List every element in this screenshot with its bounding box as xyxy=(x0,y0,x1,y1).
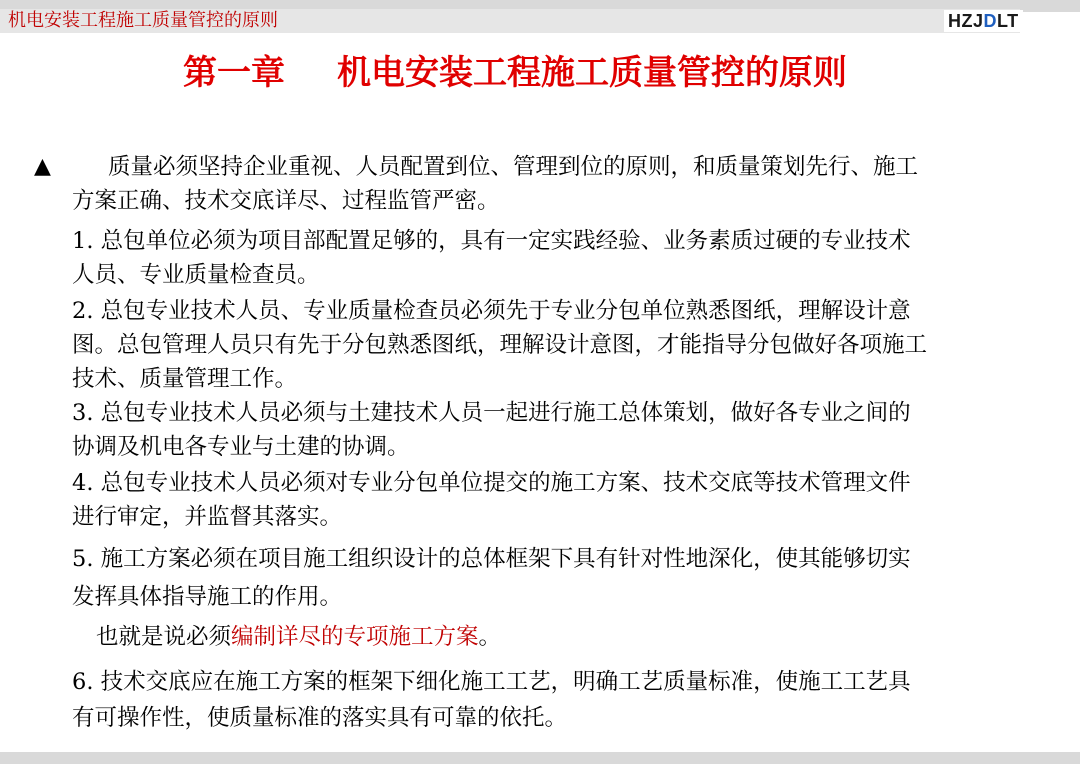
item-6-line-1: 6. 技术交底应在施工方案的框架下细化施工工艺，明确工艺质量标准，使施工工艺具 xyxy=(72,669,911,695)
item-4-line-1: 4. 总包专业技术人员必须对专业分包单位提交的施工方案、技术交底等技术管理文件 xyxy=(72,470,911,496)
item-6 xyxy=(72,664,1040,736)
note-emphasis: 编制详尽的专项施工方案 xyxy=(231,624,479,650)
item-6-line-2: 有可操作性，使质量标准的落实具有可靠的依托。 xyxy=(72,705,568,731)
header-title: 机电安装工程施工质量管控的原则 xyxy=(8,10,278,31)
item-4 xyxy=(72,466,1040,534)
note-suffix: 。 xyxy=(478,624,502,650)
triangle-bullet-icon: ▲ xyxy=(34,154,51,179)
logo-text-d: D xyxy=(983,11,998,31)
item-2 xyxy=(72,294,1040,396)
item-2-line-1: 2. 总包专业技术人员、专业质量检查员必须先于专业分包单位熟悉图纸，理解设计意 xyxy=(72,298,911,324)
item-1-line-2: 人员、专业质量检查员。 xyxy=(72,262,320,288)
intro-line-2: 方案正确、技术交底详尽、过程监管严密。 xyxy=(72,188,500,214)
item-3 xyxy=(72,396,1040,464)
company-logo xyxy=(944,10,1023,32)
note-line xyxy=(96,620,1064,654)
item-2-line-2: 图。总包管理人员只有先于分包熟悉图纸，理解设计意图，才能指导分包做好各项施工 xyxy=(72,332,928,358)
intro-paragraph xyxy=(72,150,1040,218)
logo-text-left: HZJ xyxy=(948,11,984,31)
item-4-line-2: 进行审定，并监督其落实。 xyxy=(72,504,343,530)
logo-text-right: LT xyxy=(997,11,1019,31)
item-1 xyxy=(72,224,1040,292)
intro-line-1: 质量必须坚持企业重视、人员配置到位、管理到位的原则，和质量策划先行、施工 xyxy=(108,154,919,180)
chapter-title xyxy=(0,48,1030,98)
item-5-line-2: 发挥具体指导施工的作用。 xyxy=(72,584,343,610)
item-5 xyxy=(72,540,1040,616)
item-3-line-1: 3. 总包专业技术人员必须与土建技术人员一起进行施工总体策划，做好各专业之间的 xyxy=(72,400,911,426)
chapter-name: 机电安装工程施工质量管控的原则 xyxy=(337,53,847,93)
note-prefix: 也就是说必须 xyxy=(96,624,232,650)
item-5-line-1: 5. 施工方案必须在项目施工组织设计的总体框架下具有针对性地深化，使其能够切实 xyxy=(72,546,911,572)
item-1-line-1: 1. 总包单位必须为项目部配置足够的，具有一定实践经验、业务素质过硬的专业技术 xyxy=(72,228,911,254)
chapter-number: 第一章 xyxy=(183,53,285,93)
item-3-line-2: 协调及机电各专业与土建的协调。 xyxy=(72,434,410,460)
item-2-line-3: 技术、质量管理工作。 xyxy=(72,366,298,392)
